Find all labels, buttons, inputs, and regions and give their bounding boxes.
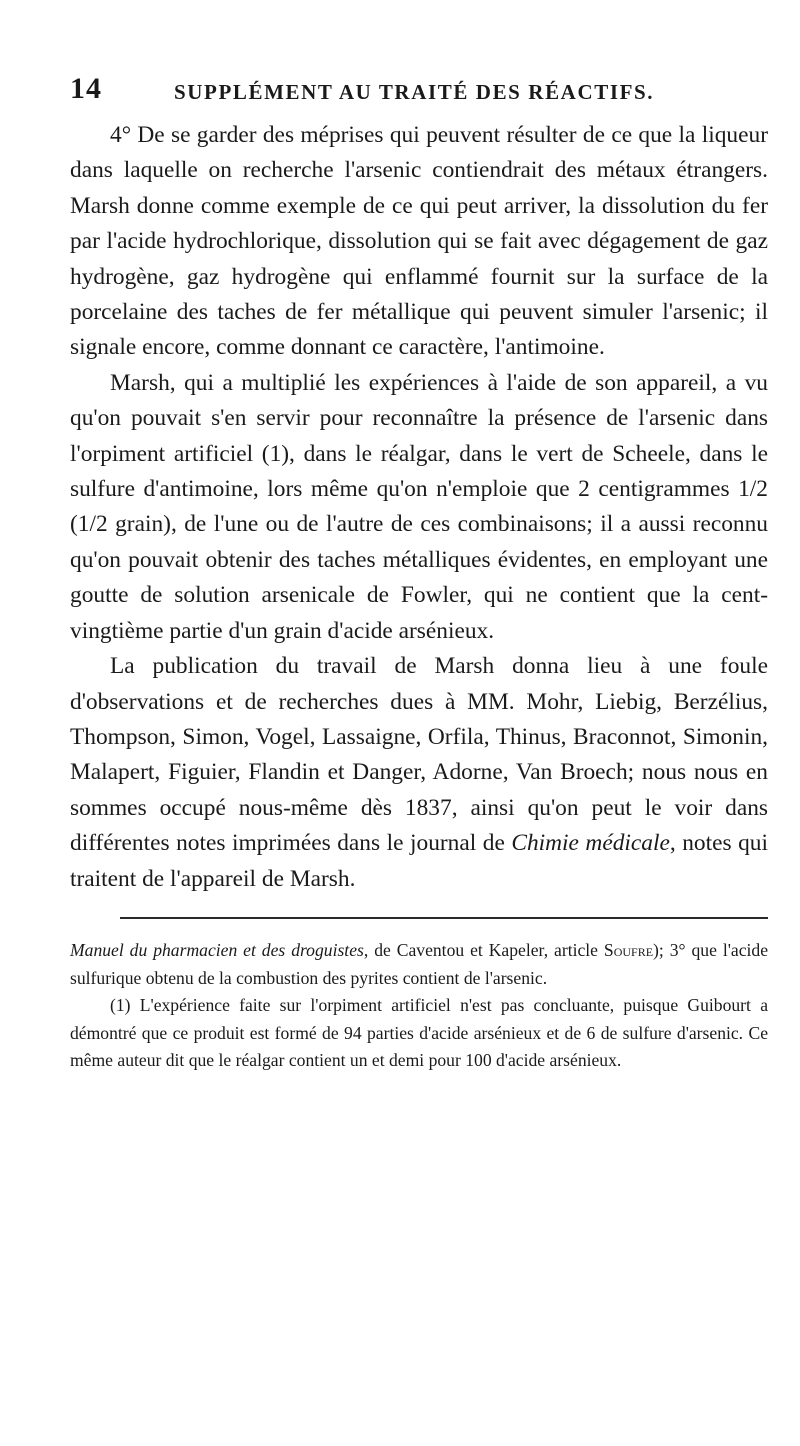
paragraph-publication-end: , notes qui traitent de l'appareil de Marsh. bbox=[70, 830, 769, 892]
footnote-article-name: Soufre bbox=[603, 939, 654, 960]
footnote-text-a: , de Caventou et Kapeler, article bbox=[363, 939, 604, 960]
body-text bbox=[70, 118, 768, 897]
footnote-1: (1) L'expérience faite sur l'orpiment artificiel n'est pas concluante, puisque Guibourt a démontré que ce produit est formé de 94 parties d'acide arsénieux et de 6 de sulfure d'arsenic. Ce même auteur dit que le réalgar contient un et demi pour 100 d'acide arsénieux. bbox=[70, 995, 768, 1071]
footnotes bbox=[70, 937, 768, 1075]
book-page bbox=[52, 72, 772, 1075]
paragraph-marsh-experiments: Marsh, qui a multiplié les expériences à l'aide de son appareil, a vu qu'on pouvait s'en servir pour reconnaître la présence de l'arsenic dans l'orpiment artificiel (1), dans le réalgar, dans le vert de Scheele, dans le sulfure d'antimoine, lors même qu'on n'emploie que 2 centigrammes 1/2 (1/2 grain), de l'une ou de l'autre de ces combinaisons; il a aussi reconnu qu'on pouvait obtenir des taches métalliques évidentes, en employant une goutte de solution arsenicale de Fowler, qui ne contient que la cent-vingtième partie d'un grain d'acide arsénieux. bbox=[70, 369, 768, 644]
paragraph-precaution-4: 4° De se garder des méprises qui peuvent résulter de ce que la liqueur dans laquelle on recherche l'arsenic contiendrait des métaux étrangers. Marsh donne comme exemple de ce qui peut arriver, la dissolution du fer par l'acide hydrochlorique, dissolution qui se fait avec dégagement de gaz hydrogène, gaz hydrogène qui enflammé fournit sur la surface de la porcelaine des taches de fer métallique qui peuvent simuler l'arsenic; il signale encore, comme donnant ce caractère, l'antimoine. bbox=[70, 122, 768, 361]
page-number: 14 bbox=[70, 72, 102, 105]
footnote-rule bbox=[120, 917, 768, 919]
footnote-text-b: ); 3° que l'acide sulfurique obtenu de la combustion des pyrites contient de l'arsenic. bbox=[70, 939, 768, 988]
paragraph-publication bbox=[70, 649, 768, 897]
footnote-continuation bbox=[70, 937, 768, 992]
paragraph-publication-text: La publication du travail de Marsh donna lieu à une foule d'observations et de recherches dues à MM. Mohr, Liebig, Berzélius, Thompson, Simon, Vogel, Lassaigne, Orfila, Thinus, Braconnot, Simonin, Malapert, Figuier, Flandin et Danger, Adorne, Van Broech; nous nous en sommes occupé nous-même dès 1837, ainsi qu'on peut le voir dans différentes notes imprimées dans le journal de bbox=[70, 653, 768, 857]
footnote-book-title: Manuel du pharmacien et des droguistes bbox=[70, 939, 364, 960]
running-title: SUPPLÉMENT AU TRAITÉ DES RÉACTIFS. bbox=[174, 80, 655, 104]
running-head bbox=[70, 72, 772, 118]
journal-title: Chimie médicale bbox=[511, 830, 670, 857]
